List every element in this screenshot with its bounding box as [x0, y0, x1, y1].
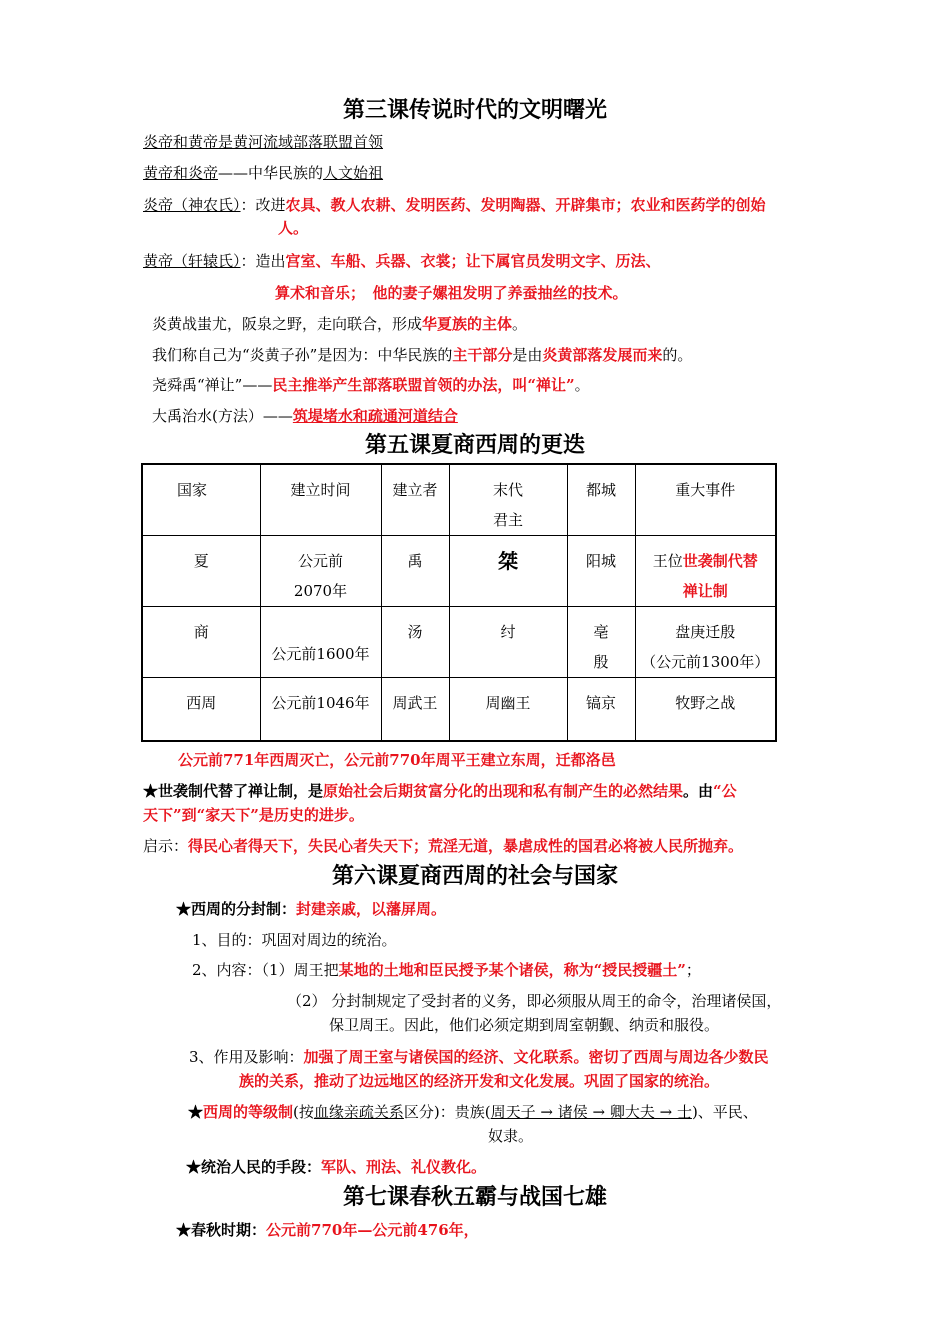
lesson3-line7-a: 尧舜禹“禅让”—— — [152, 376, 273, 394]
xizhou-time: 公元前1046年 — [260, 678, 381, 741]
lesson6-line10-a: ★统治人民的手段： — [186, 1158, 322, 1176]
xia-time-b: 2070年 — [293, 582, 348, 600]
lesson6-line4: （2） 分封制规定了受封者的义务，即必须服从周王的命令，治理诸侯国， — [287, 992, 782, 1010]
lesson6-line8-d: 血缘亲疏关系 — [313, 1103, 404, 1121]
lesson7-title: 第七课春秋五霸与战国七雄 — [342, 1185, 607, 1210]
lesson6-line1-b: 封建亲戚，以藩屏周。 — [296, 900, 447, 918]
lesson6-line3-a: 2、内容：（1）周王把 — [192, 961, 339, 979]
dynasty-table — [141, 463, 777, 742]
lesson6-line8 — [188, 1100, 758, 1124]
lesson5-note2-b: 原始社会后期贫富分化的出现和私有制产生的必然结果 — [323, 782, 684, 800]
xia-event-a: 王位 — [652, 552, 683, 570]
lesson3-title: 第三课传说时代的文明曙光 — [342, 98, 607, 123]
lesson6-line5: 保卫周王。因此，他们必须定期到周室朝觐、纳贡和服役。 — [329, 1016, 720, 1034]
lesson3-line5 — [152, 312, 527, 336]
header-last-ruler-b: 君主 — [492, 511, 523, 529]
xia-capital: 阳城 — [567, 536, 635, 607]
xizhou-founder: 周武王 — [381, 678, 449, 741]
xia-event-b: 世袭制代替 — [682, 552, 758, 570]
lesson5-note2-a: ★世袭制代替了禅让制，是 — [143, 782, 324, 800]
lesson6-line1-a: ★西周的分封制： — [176, 900, 297, 918]
xizhou-event: 牧野之战 — [635, 678, 776, 741]
header-founded-time: 建立时间 — [260, 464, 381, 536]
lesson3-line4-b: ：造出 — [240, 252, 286, 270]
lesson3-line1: 炎帝和黄帝是黄河流域部落联盟首领 — [143, 133, 384, 151]
xizhou-capital: 镐京 — [567, 678, 635, 741]
table-row — [142, 678, 776, 741]
lesson5-note2-c: 。由 — [683, 782, 714, 800]
shang-event-a: 盘庚迁殷 — [675, 623, 736, 641]
lesson6-line8-e: 区分)：贵族( — [403, 1103, 491, 1121]
lesson3-line7-b: 民主推举产生部落联盟首领的办法，叫“禅让” — [272, 376, 575, 394]
shang-last: 纣 — [449, 607, 567, 678]
shang-capital-b: 殷 — [593, 653, 609, 671]
lesson5-note2-d: “公 — [713, 782, 737, 800]
header-country: 国家 — [142, 464, 260, 536]
lesson3-line6-e: 的。 — [662, 346, 693, 364]
lesson6-line9: 奴隶。 — [488, 1127, 534, 1145]
lesson5-note2-e: 天下”到“家天下”是历史的进步。 — [143, 806, 364, 824]
lesson3-line3 — [143, 193, 766, 217]
table-row — [142, 536, 776, 607]
lesson5-note3-a: 启示： — [143, 837, 189, 855]
lesson5-note2 — [143, 779, 737, 803]
table-row — [142, 607, 776, 678]
table-header-row — [142, 464, 776, 536]
lesson6-line7: 族的关系，推动了边远地区的经济开发和文化发展。巩固了国家的统治。 — [239, 1072, 720, 1090]
lesson3-line7-c: 。 — [574, 376, 590, 394]
xia-time — [260, 536, 381, 607]
shang-capital — [567, 607, 635, 678]
lesson3-line8 — [152, 404, 458, 428]
xia-event — [635, 536, 776, 607]
lesson3-line8-a: 大禹治水(方法）—— — [152, 407, 293, 425]
lesson3-line5-c: 。 — [512, 315, 528, 333]
lesson3-line2-a: 黄帝和炎帝 — [143, 164, 219, 182]
lesson3-line3-b: ：改进 — [240, 196, 286, 214]
lesson3-line2-c: 人文始祖 — [323, 164, 384, 182]
shang-event — [635, 607, 776, 678]
lesson3-line5-a: 炎黄战蚩尤，阪泉之野，走向联合，形成 — [152, 315, 423, 333]
lesson6-line8-a: ★ — [188, 1103, 204, 1121]
lesson6-line3 — [192, 958, 701, 982]
lesson5-note1: 公元前771年西周灭亡，公元前770年周平王建立东周，迁都洛邑 — [178, 751, 616, 769]
xia-time-a: 公元前 — [297, 552, 343, 570]
lesson3-line2 — [143, 161, 383, 185]
lesson6-line10 — [186, 1155, 486, 1179]
xia-founder: 禹 — [381, 536, 449, 607]
lesson3-line6-b: 主干部分 — [452, 346, 513, 364]
lesson6-line6-b: 加强了周王室与诸侯国的经济、文化联系。密切了西周与周边各少数民 — [303, 1048, 769, 1066]
lesson3-line5-b: 华夏族的主体 — [422, 315, 513, 333]
header-last-ruler — [449, 464, 567, 536]
lesson5-note3-b: 得民心者得天下，失民心者失天下；荒淫无道，暴虐成性的国君必将被人民所抛弃。 — [188, 837, 744, 855]
shang-name: 商 — [142, 607, 260, 678]
xia-name: 夏 — [142, 536, 260, 607]
lesson3-line3-d: 人。 — [278, 219, 309, 237]
header-capital: 都城 — [567, 464, 635, 536]
lesson3-line4-a: 黄帝（轩辕氏） — [143, 252, 241, 270]
lesson6-line8-g: )、平民、 — [691, 1103, 758, 1121]
lesson3-line7 — [152, 373, 590, 397]
lesson6-line3-c: ； — [685, 961, 701, 979]
lesson3-line3-a: 炎帝（神农氏） — [143, 196, 241, 214]
lesson3-line4-d: 算术和音乐； 他的妻子嫘祖发明了养蚕抽丝的技术。 — [275, 284, 628, 302]
lesson6-line3-b: 某地的土地和臣民授予某个诸侯，称为“授民授疆土” — [338, 961, 686, 979]
lesson3-line4 — [143, 249, 661, 273]
lesson3-line6-d: 炎黄部落发展而来 — [542, 346, 663, 364]
lesson5-note3 — [143, 834, 743, 858]
xia-event-c: 禅让制 — [682, 582, 728, 600]
xizhou-last: 周幽王 — [449, 678, 567, 741]
lesson3-line8-b: 筑堤堵水和疏通河道结合 — [292, 407, 458, 425]
xia-last — [449, 536, 567, 607]
lesson6-line6 — [189, 1045, 769, 1069]
lesson7-line1 — [176, 1218, 479, 1242]
header-major-event: 重大事件 — [635, 464, 776, 536]
lesson3-line2-b: ——中华民族的 — [218, 164, 324, 182]
header-last-ruler-a: 末代 — [492, 481, 523, 499]
xia-last-text: 桀 — [498, 549, 518, 573]
lesson6-line1 — [176, 897, 446, 921]
lesson6-line6-a: 3、作用及影响： — [189, 1048, 304, 1066]
header-founder: 建立者 — [381, 464, 449, 536]
xizhou-name: 西周 — [142, 678, 260, 741]
lesson6-title: 第六课夏商西周的社会与国家 — [331, 864, 618, 889]
lesson3-line4-c: 宫室、车船、兵器、衣裳；让下属官员发明文字、历法、 — [285, 252, 661, 270]
lesson6-line8-f: 周天子 → 诸侯 → 卿大夫 → 士 — [490, 1103, 692, 1121]
lesson3-line6 — [152, 343, 692, 367]
shang-time: 公元前1600年 — [260, 607, 381, 678]
lesson7-line1-a: ★春秋时期： — [176, 1221, 267, 1239]
lesson3-line3-c: 农具、教人农耕、发明医药、发明陶器、开辟集市；农业和医药学的创始 — [285, 196, 766, 214]
lesson6-line2: 1、目的：巩固对周边的统治。 — [192, 931, 397, 949]
lesson6-line8-c: (按 — [293, 1103, 314, 1121]
lesson7-line1-b: 公元前770年—公元前476年， — [266, 1221, 479, 1239]
lesson6-line10-b: 军队、刑法、礼仪教化。 — [321, 1158, 487, 1176]
shang-founder: 汤 — [381, 607, 449, 678]
lesson5-title: 第五课夏商西周的更迭 — [364, 433, 585, 458]
shang-capital-a: 亳 — [593, 623, 609, 641]
lesson6-line8-b: 西周的等级制 — [203, 1103, 294, 1121]
lesson3-line6-c: 是由 — [512, 346, 543, 364]
lesson3-line6-a: 我们称自己为“炎黄子孙”是因为：中华民族的 — [152, 346, 453, 364]
shang-event-b: （公元前1300年） — [641, 653, 770, 671]
